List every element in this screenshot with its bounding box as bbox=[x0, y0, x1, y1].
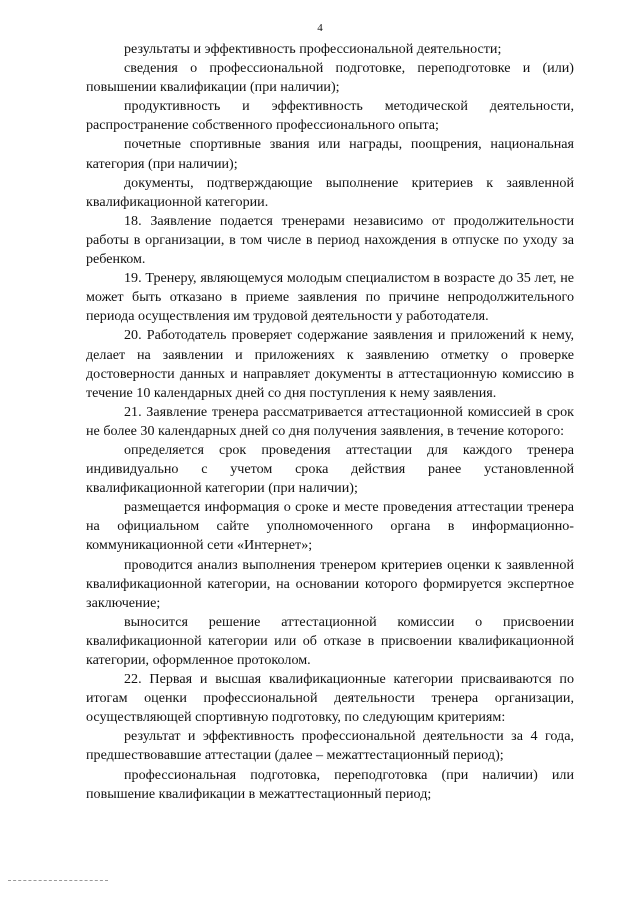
paragraph: 20. Работодатель проверяет содержание заявления и приложений к нему, делает на заявлении и приложениях к заявлению отметку о проверке достоверности данных и направляет документы в аттестационную комиссию в течение 10 календарных дней со дня поступления к нему заявления. bbox=[86, 327, 574, 401]
paragraph: выносится решение аттестационной комиссии о присвоении квалификационной категории или об отказе в присвоении квалификационной категории, оформленное протоколом. bbox=[86, 613, 574, 668]
paragraph: 21. Заявление тренера рассматривается аттестационной комиссией в срок не более 30 календарных дней со дня получения заявления, в течение которого: bbox=[86, 403, 574, 439]
paragraph: продуктивность и эффективность методической деятельности, распространение собственного профессионального опыта; bbox=[86, 98, 574, 134]
paragraph: 22. Первая и высшая квалификационные категории присваиваются по итогам оценки профессиональной деятельности тренера организации, осуществляющей спортивную подготовку, по следующим критериям: bbox=[86, 671, 574, 726]
paragraph: документы, подтверждающие выполнение критериев к заявленной квалификационной категории. bbox=[86, 174, 574, 210]
paragraph: проводится анализ выполнения тренером критериев оценки к заявленной квалификационной категории, на основании которого формируется экспертное заключение; bbox=[86, 556, 574, 611]
footer-rule bbox=[8, 880, 108, 881]
paragraph: результат и эффективность профессиональной деятельности за 4 года, предшествовавшие аттестации (далее – межаттестационный период); bbox=[86, 728, 574, 764]
page-number: 4 bbox=[317, 22, 323, 34]
paragraph: почетные спортивные звания или награды, поощрения, национальная категория (при наличии); bbox=[86, 136, 574, 172]
paragraph: профессиональная подготовка, переподготовка (при наличии) или повышение квалификации в межаттестационный период; bbox=[86, 766, 574, 802]
paragraph: определяется срок проведения аттестации для каждого тренера индивидуально с учетом срока действия ранее установленной квалификационной категории (при наличии); bbox=[86, 441, 574, 497]
document-body bbox=[86, 40, 574, 804]
paragraph: сведения о профессиональной подготовке, переподготовке и (или) повышении квалификации (при наличии); bbox=[86, 60, 574, 96]
paragraph: 18. Заявление подается тренерами независимо от продолжительности работы в организации, в том числе в период нахождения в отпуске по уходу за ребенком. bbox=[86, 212, 574, 268]
paragraph: размещается информация о сроке и месте проведения аттестации тренера на официальном сайте уполномоченного органа в информационно-коммуникационной сети «Интернет»; bbox=[86, 499, 574, 554]
paragraph: 19. Тренеру, являющемуся молодым специалистом в возрасте до 35 лет, не может быть отказано в приеме заявления по причине непродолжительного периода осуществления им трудовой деятельности у работодателя. bbox=[86, 270, 574, 325]
paragraph: результаты и эффективность профессиональной деятельности; bbox=[124, 41, 502, 57]
